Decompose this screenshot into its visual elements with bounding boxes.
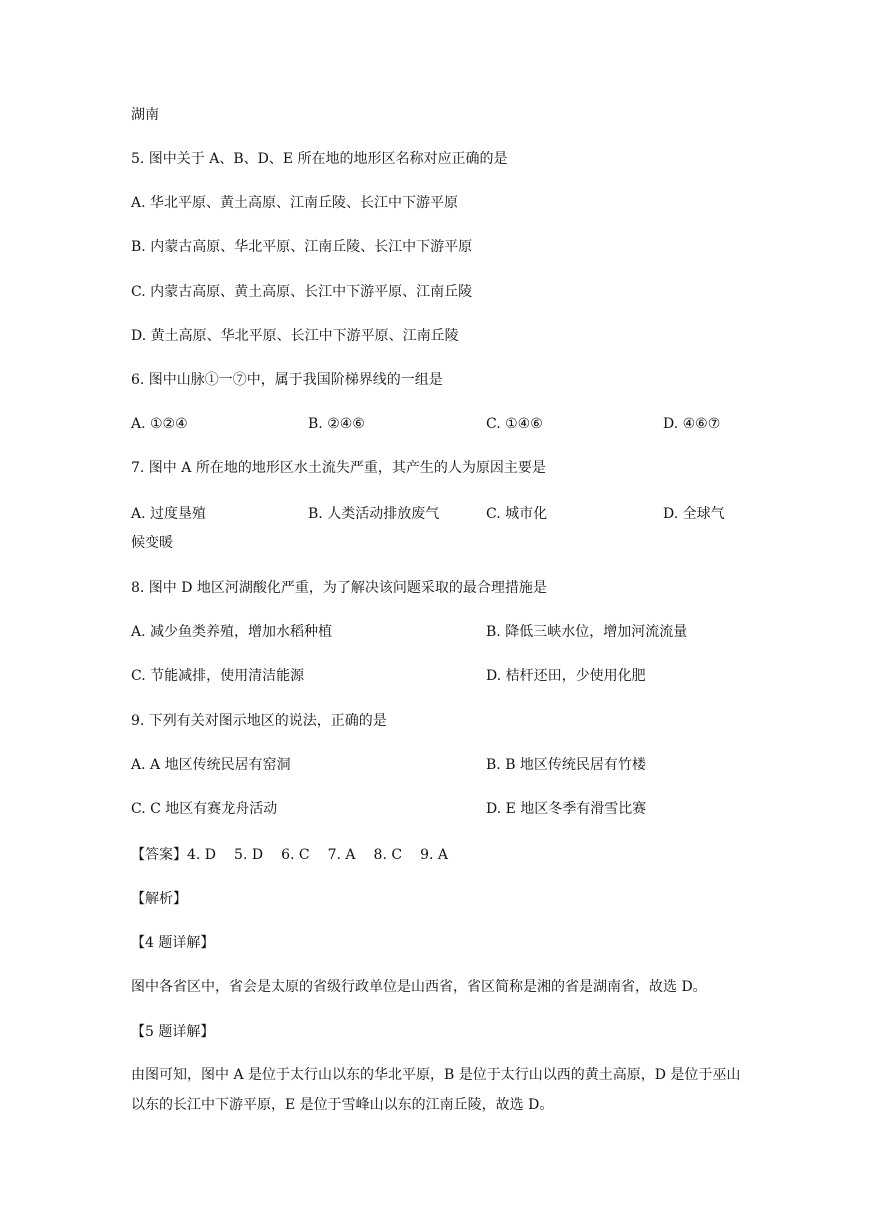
option-9d: D. E 地区冬季有滑雪比赛 bbox=[486, 801, 647, 817]
option-5c: C. 内蒙古高原、黄土高原、长江中下游平原、江南丘陵 bbox=[131, 284, 473, 300]
option-6c: C. ①④⑥ bbox=[486, 416, 543, 432]
analysis-heading: 【解析】 bbox=[131, 891, 187, 907]
question-6: 6. 图中山脉①一⑦中，属于我国阶梯界线的一组是 bbox=[131, 372, 443, 388]
answer-item: 9. A bbox=[420, 847, 448, 863]
answer-item: 6. C bbox=[281, 847, 310, 863]
option-7c: C. 城市化 bbox=[486, 506, 548, 522]
question-9-options-row2 bbox=[131, 799, 751, 819]
option-5b: B. 内蒙古高原、华北平原、江南丘陵、长江中下游平原 bbox=[131, 239, 473, 255]
option-6d: D. ④⑥⑦ bbox=[663, 416, 721, 432]
option-7b: B. 人类活动排放废气 bbox=[308, 506, 440, 522]
answer-item: 7. A bbox=[327, 847, 356, 863]
question-6-options bbox=[131, 414, 751, 434]
option-7d: D. 全球气 bbox=[663, 506, 725, 522]
option-8d: D. 桔杆还田，少使用化肥 bbox=[486, 668, 646, 684]
text-line: 湖南 bbox=[131, 107, 159, 123]
detail-4-text: 图中各省区中，省会是太原的省级行政单位是山西省，省区简称是湘的省是湖南省，故选 D。 bbox=[131, 979, 707, 995]
question-8-options-row2 bbox=[131, 666, 751, 686]
answer-line bbox=[131, 845, 466, 865]
question-8: 8. 图中 D 地区河湖酸化严重，为了解决该问题采取的最合理措施是 bbox=[131, 580, 547, 596]
detail-4-heading: 【4 题详解】 bbox=[131, 935, 215, 951]
detail-5-text: 由图可知，图中 A 是位于太行山以东的华北平原，B 是位于太行山以西的黄土高原，D 是位于巫山以东的长江中下游平原，E 是位于雪峰山以东的江南丘陵，故选 D。 bbox=[131, 1067, 741, 1113]
question-9: 9. 下列有关对图示地区的说法，正确的是 bbox=[131, 713, 387, 729]
option-5a: A. 华北平原、黄土高原、江南丘陵、长江中下游平原 bbox=[131, 195, 459, 211]
option-6a: A. ①②④ bbox=[131, 416, 188, 432]
question-5: 5. 图中关于 A、B、D、E 所在地的地形区名称对应正确的是 bbox=[131, 151, 508, 167]
option-8c: C. 节能减排，使用清洁能源 bbox=[131, 668, 305, 684]
option-7a: A. 过度垦殖 bbox=[131, 506, 207, 522]
option-9c: C. C 地区有赛龙舟活动 bbox=[131, 801, 278, 817]
question-9-options-row1 bbox=[131, 755, 751, 775]
question-8-options-row1 bbox=[131, 622, 751, 642]
option-6b: B. ②④⑥ bbox=[308, 416, 365, 432]
answer-item: 8. C bbox=[373, 847, 403, 863]
option-9b: B. B 地区传统民居有竹楼 bbox=[486, 757, 646, 773]
question-7-options bbox=[131, 504, 751, 524]
answer-item: 5. D bbox=[234, 847, 264, 863]
option-8a: A. 减少鱼类养殖，增加水稻种植 bbox=[131, 624, 333, 640]
question-7: 7. 图中 A 所在地的地形区水土流失严重，其产生的人为原因主要是 bbox=[131, 460, 546, 476]
option-8b: B. 降低三峡水位，增加河流流量 bbox=[486, 624, 688, 640]
option-9a: A. A 地区传统民居有窑洞 bbox=[131, 757, 291, 773]
answer-item: 【答案】4. D bbox=[131, 847, 217, 863]
detail-5-heading: 【5 题详解】 bbox=[131, 1024, 215, 1040]
option-7d-wrap: 候变暖 bbox=[131, 535, 173, 551]
option-5d: D. 黄土高原、华北平原、长江中下游平原、江南丘陵 bbox=[131, 328, 459, 344]
